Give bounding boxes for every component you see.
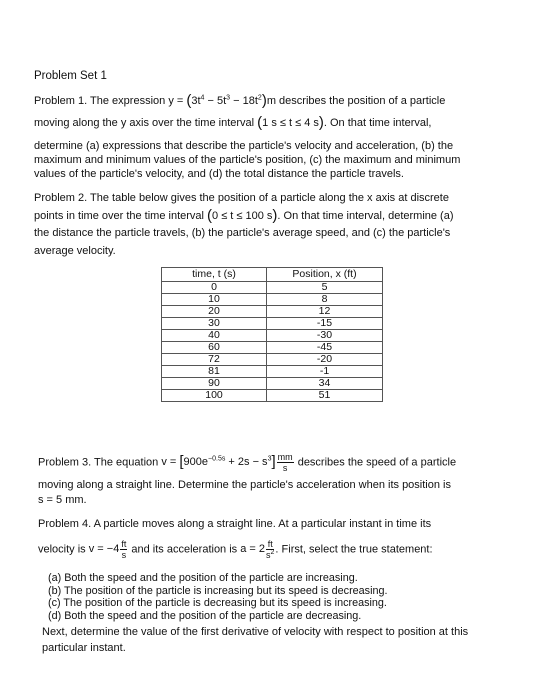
- problem-4-line-2: velocity is v = −4 $\frac{ft}{s}$ and its acceleration is a = 2 $\frac{ft}{s^2}$ . First, select the true statement:: [38, 539, 433, 560]
- speed-expression: $v = [900e^{-0.5s} + 2s - s^3]$ $\frac{mm}{s}$: [161, 452, 293, 473]
- table-header-row: [162, 268, 383, 282]
- position-table: [161, 267, 383, 402]
- problem-3-line-1: Problem 3. The equation $v = [900e^{-0.5s} + 2s - s^3]$ $\frac{mm}{s}$ describes the speed of a particle: [38, 452, 457, 473]
- table-row: 20 12: [162, 306, 383, 318]
- time-interval-1: (1 s ≤ t ≤ 4 s): [257, 114, 324, 131]
- table-row: 30 -15: [162, 318, 383, 330]
- option-d: (d) Both the speed and the position of the particle are decreasing.: [48, 609, 362, 622]
- problem-4-next: Next, determine the value of the first derivative of velocity with respect to position at this particular instant.: [42, 626, 469, 654]
- table-row: 0 5: [162, 282, 383, 294]
- problem-4: Problem 4. A particle moves along a straight line. At a particular instant in time its velocity is v = −4 $\frac{ft}{s}$ and its acceleration is a = 2 $\frac{ft}{s^2}$ . First, select the true statement:: [38, 516, 548, 560]
- option-b: (b) The position of the particle is increasing but its speed is decreasing.: [48, 584, 388, 597]
- table-row: 60 -45: [162, 342, 383, 354]
- column-header-time: time, t (s): [162, 268, 267, 282]
- option-a: (a) Both the speed and the position of the particle are increasing.: [48, 572, 358, 584]
- problem-set-title: Problem Set 1: [34, 70, 107, 82]
- table-row: 40 -30: [162, 330, 383, 342]
- problem-1-line-2: moving along the y axis over the time interval (1 s ≤ t ≤ 4 s). On that time interval,: [34, 114, 432, 131]
- problem-3: Problem 3. The equation $v = [900e^{-0.5s} + 2s - s^3]$ $\frac{mm}{s}$ describes the speed of a particle moving along a straight line. Determine the particle's acceleration when its position is s = 5 mm.: [38, 452, 548, 507]
- problem-2-tail: average velocity.: [34, 245, 116, 257]
- problem-1: [34, 92, 534, 132]
- velocity-expression: v = −4 $\frac{ft}{s}$: [88, 539, 127, 560]
- acceleration-expression: a = 2 $\frac{ft}{s^2}$: [240, 539, 275, 560]
- problem-2-line-2: points in time over the time interval (0 ≤ t ≤ 100 s). On that time interval, determine (a): [34, 207, 454, 224]
- problem-1-line-1: Problem 1. The expression $y = (3t^4 - 5t^3 - 18t^2)m$ describes the position of a particle: [34, 92, 446, 109]
- position-expression: $y = (3t^4 - 5t^3 - 18t^2)m$: [168, 92, 276, 109]
- table-row: 72 -20: [162, 354, 383, 366]
- column-header-position: Position, x (ft): [267, 268, 383, 282]
- option-c: (c) The position of the particle is decreasing but its speed is increasing.: [48, 597, 387, 609]
- answer-options: [48, 572, 388, 622]
- table-row: 90 34: [162, 378, 383, 390]
- problem-1-body: determine (a) expressions that describe the particle's velocity and acceleration, (b) the maximum and minimum values of the particle's position, (c) the maximum and minimum values of the particle's velocity, and (d) the total distance the particle travels.: [34, 140, 461, 180]
- table-row: 100 51: [162, 390, 383, 402]
- table-row: 10 8: [162, 294, 383, 306]
- problem-2: Problem 2. The table below gives the position of a particle along the x axis at discrete points in time over the time interval (0 ≤ t ≤ 100 s). On that time interval, determine (a) the distance the particle travels, (b) the particle's average speed, and (c) the particle's: [34, 190, 544, 242]
- table-row: 81 -1: [162, 366, 383, 378]
- time-interval-2: (0 ≤ t ≤ 100 s): [207, 207, 278, 224]
